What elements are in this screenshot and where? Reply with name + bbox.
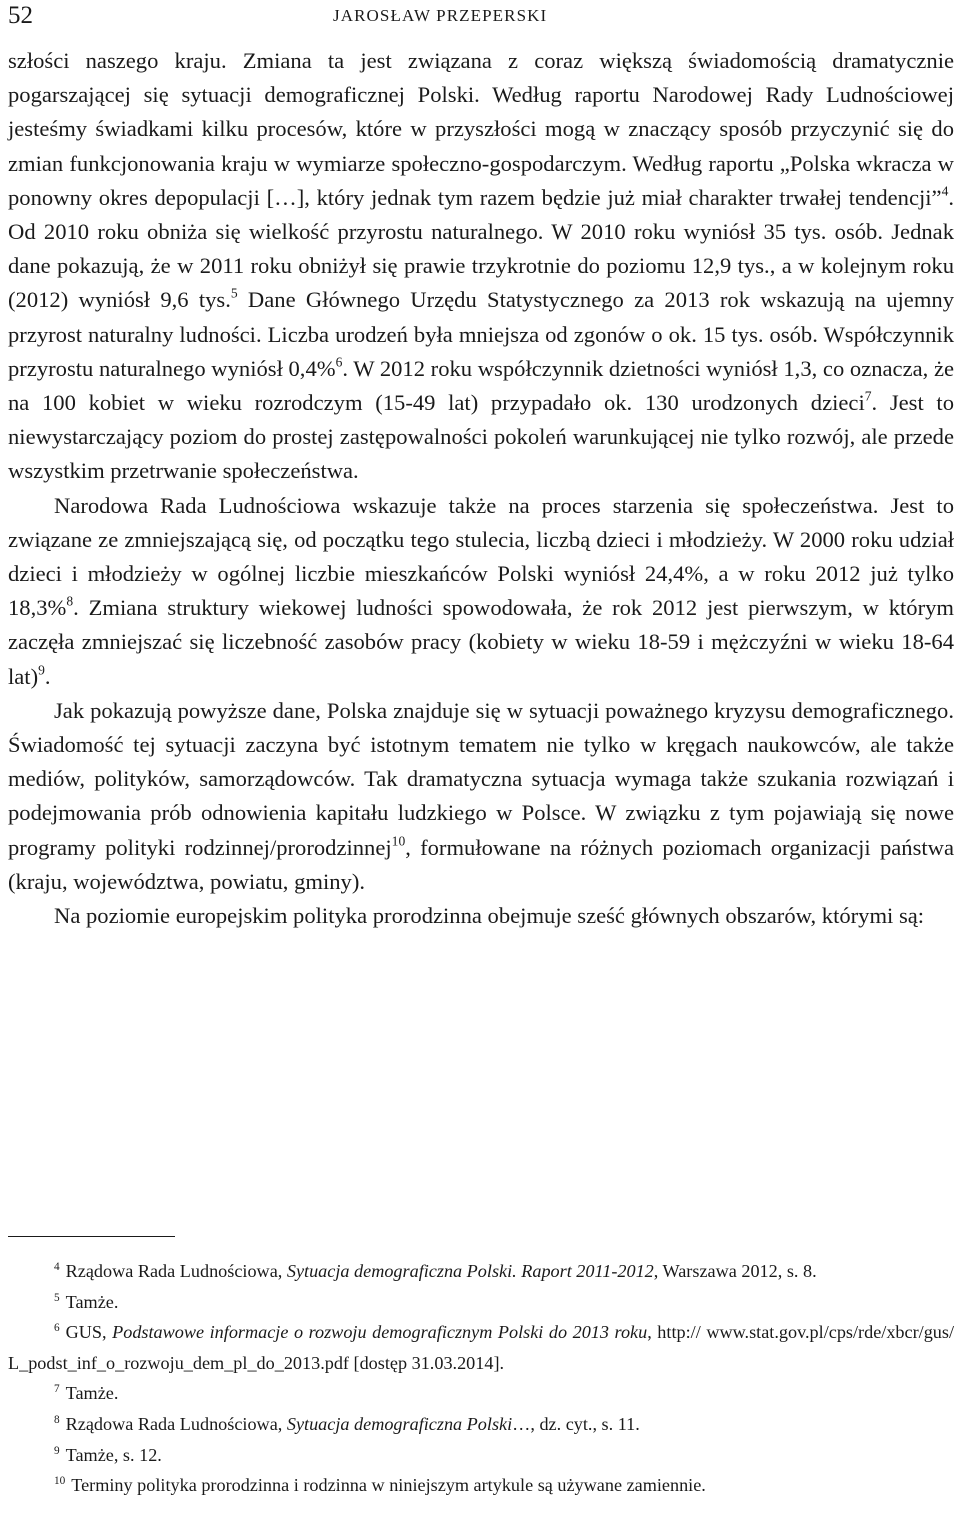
footnote-url-link[interactable]: www.stat.gov.pl/cps/rde/xbcr/gus/L_podst_inf_o_rozwoju_dem_pl_do_2013.pdf (8, 1322, 955, 1373)
footnote-text: GUS, (65, 1322, 113, 1343)
footnote-number: 8 (54, 1413, 60, 1426)
footnote-8 (8, 1409, 954, 1440)
book-page (8, 0, 955, 1496)
paragraph-1 (8, 44, 954, 489)
paragraph-text: Dane Głównego Urzędu Statystycznego za 2013 rok wskazują na ujemny przyrost naturalny ludności. Liczba urodzeń była mniejsza od zgonów o ok. 15 tys. osób. Współczynnik przyrostu naturalnego wyniósł 0,4% (8, 287, 954, 381)
main-text (8, 44, 954, 933)
cited-title: Sytuacja demograficzna Polski (286, 1413, 513, 1434)
paragraph-2 (8, 489, 954, 694)
paragraph-text: , formułowane na różnych poziomach organizacji państwa (kraju, województwa, powiatu, gminy). (8, 834, 954, 894)
paragraph-text: Jak pokazują powyższe dane, Polska znajduje się w sytuacji poważnego kryzysu demograficznego. Świadomość tej sytuacji zaczyna być istotnym tematem nie tylko w kręgach naukowców, ale także mediów, polityków, samorządowców. Tak dramatyczna sytuacja wymaga także szukania rozwiązań i podejmowania prób odnowienia kapitału ludzkiego w Polsce. W związku z tym pojawiają się nowe programy polityki rodzinnej/prorodzinnej (8, 697, 954, 860)
paragraph-text: Narodowa Rada Ludnościowa wskazuje także na proces starzenia się społeczeństwa. Jest to związane ze zmniejszającą się, od początku tego stulecia, liczbą dzieci i młodzieży. W 2000 roku udział dzieci i młodzieży w ogólnej liczbie mieszkańców Polski wyniósł 24,4%, a w roku 2012 już tylko 18,3% (8, 492, 954, 621)
page-number: 52 (8, 2, 33, 29)
running-head: JAROSŁAW PRZEPERSKI (333, 6, 548, 25)
footnote-number: 4 (54, 1261, 60, 1274)
footnote-number: 6 (54, 1322, 60, 1335)
paragraph-4 (8, 899, 954, 933)
footnote-text: Tamże, s. 12. (65, 1444, 162, 1465)
footnote-text: Tamże. (65, 1291, 119, 1312)
footnote-text: , http:// (647, 1322, 701, 1343)
footnote-text: [dostęp 31.03.2014]. (348, 1352, 505, 1373)
footnote-ref-4[interactable]: 4 (941, 183, 949, 199)
paragraph-3 (8, 694, 954, 899)
footnote-7 (8, 1378, 954, 1409)
footnote-text: Rządowa Rada Ludnościowa, (65, 1413, 287, 1434)
footnote-ref-10[interactable]: 10 (391, 832, 406, 848)
cited-title: Podstawowe informacje o rozwoju demograficznym Polski do 2013 roku (112, 1322, 648, 1343)
paragraph-text: . Od 2010 roku obniża się wielkość przyrostu naturalnego. W 2010 roku wyniósł 35 tys. osób. Jednak dane pokazują, że w 2011 roku obniżył się prawie trzykrotnie do poziomu 12,9 tys., a w kolejnym roku (2012) wyniósł 9,6 tys. (8, 184, 954, 313)
footnotes (8, 1256, 954, 1501)
footnote-ref-5[interactable]: 5 (230, 285, 238, 301)
footnote-number: 10 (54, 1475, 66, 1488)
footnote-4 (8, 1256, 954, 1287)
footnote-9 (8, 1440, 954, 1471)
footnote-5 (8, 1287, 954, 1318)
footnote-text: Tamże. (65, 1383, 119, 1404)
footnote-number: 5 (54, 1291, 60, 1304)
footnote-text: Terminy polityka prorodzinna i rodzinna w niniejszym artykule są używane zamiennie. (71, 1475, 706, 1496)
paragraph-text: . Zmiana struktury wiekowej ludności spowodowała, że rok 2012 jest pierwszym, w którym zaczęła zmniejszać się liczebność zasobów pracy (kobiety w wieku 18-59 i mężczyźni w wieku 18-64 lat) (8, 595, 954, 689)
footnote-number: 9 (54, 1444, 60, 1457)
paragraph-text: szłości naszego kraju. Zmiana ta jest związana z coraz większą świadomością dramatycznie pogarszającej się sytuacji demograficznej Polski. Według raportu Narodowej Rady Ludnościowej jesteśmy świadkami kilku procesów, które w przyszłości mogą w znaczący sposób przyczynić się do zmian funkcjonowania kraju w wymiarze społeczno-gospodarczym. Według raportu „Polska wkracza w ponowny okres depopulacji […], który jednak tym razem będzie już miał charakter trwałej tendencji” (8, 48, 954, 210)
page-header (8, 0, 954, 34)
footnote-text: Rządowa Rada Ludnościowa, (65, 1261, 287, 1281)
footnote-number: 7 (54, 1383, 60, 1396)
footnote-separator (8, 1236, 175, 1237)
paragraph-text: . Jest to niewystarczający poziom do prostej zastępowalności pokoleń warunkującej nie tylko rozwój, ale przede wszystkim przetrwanie społeczeństwa. (8, 390, 954, 484)
footnote-ref-6[interactable]: 6 (335, 354, 343, 370)
footnote-ref-8[interactable]: 8 (66, 593, 74, 609)
footnote-10 (8, 1470, 954, 1501)
paragraph-text: . W 2012 roku współczynnik dzietności wyniósł 1,3, co oznacza, że na 100 kobiet w wieku rozrodczym (15-49 lat) przypadało ok. 130 urodzonych dzieci (8, 355, 954, 416)
footnote-ref-7[interactable]: 7 (864, 388, 872, 404)
paragraph-text: Na poziomie europejskim polityka prorodzinna obejmuje sześć głównych obszarów, którymi są: (54, 903, 925, 929)
footnote-text: …, dz. cyt., s. 11. (512, 1413, 640, 1434)
footnote-6 (8, 1317, 954, 1378)
paragraph-text: . (44, 663, 51, 689)
cited-title: Sytuacja demograficzna Polski. Raport 2011-2012 (286, 1261, 654, 1281)
footnote-ref-9[interactable]: 9 (38, 661, 45, 677)
footnote-text: , Warszawa 2012, s. 8. (653, 1261, 817, 1281)
